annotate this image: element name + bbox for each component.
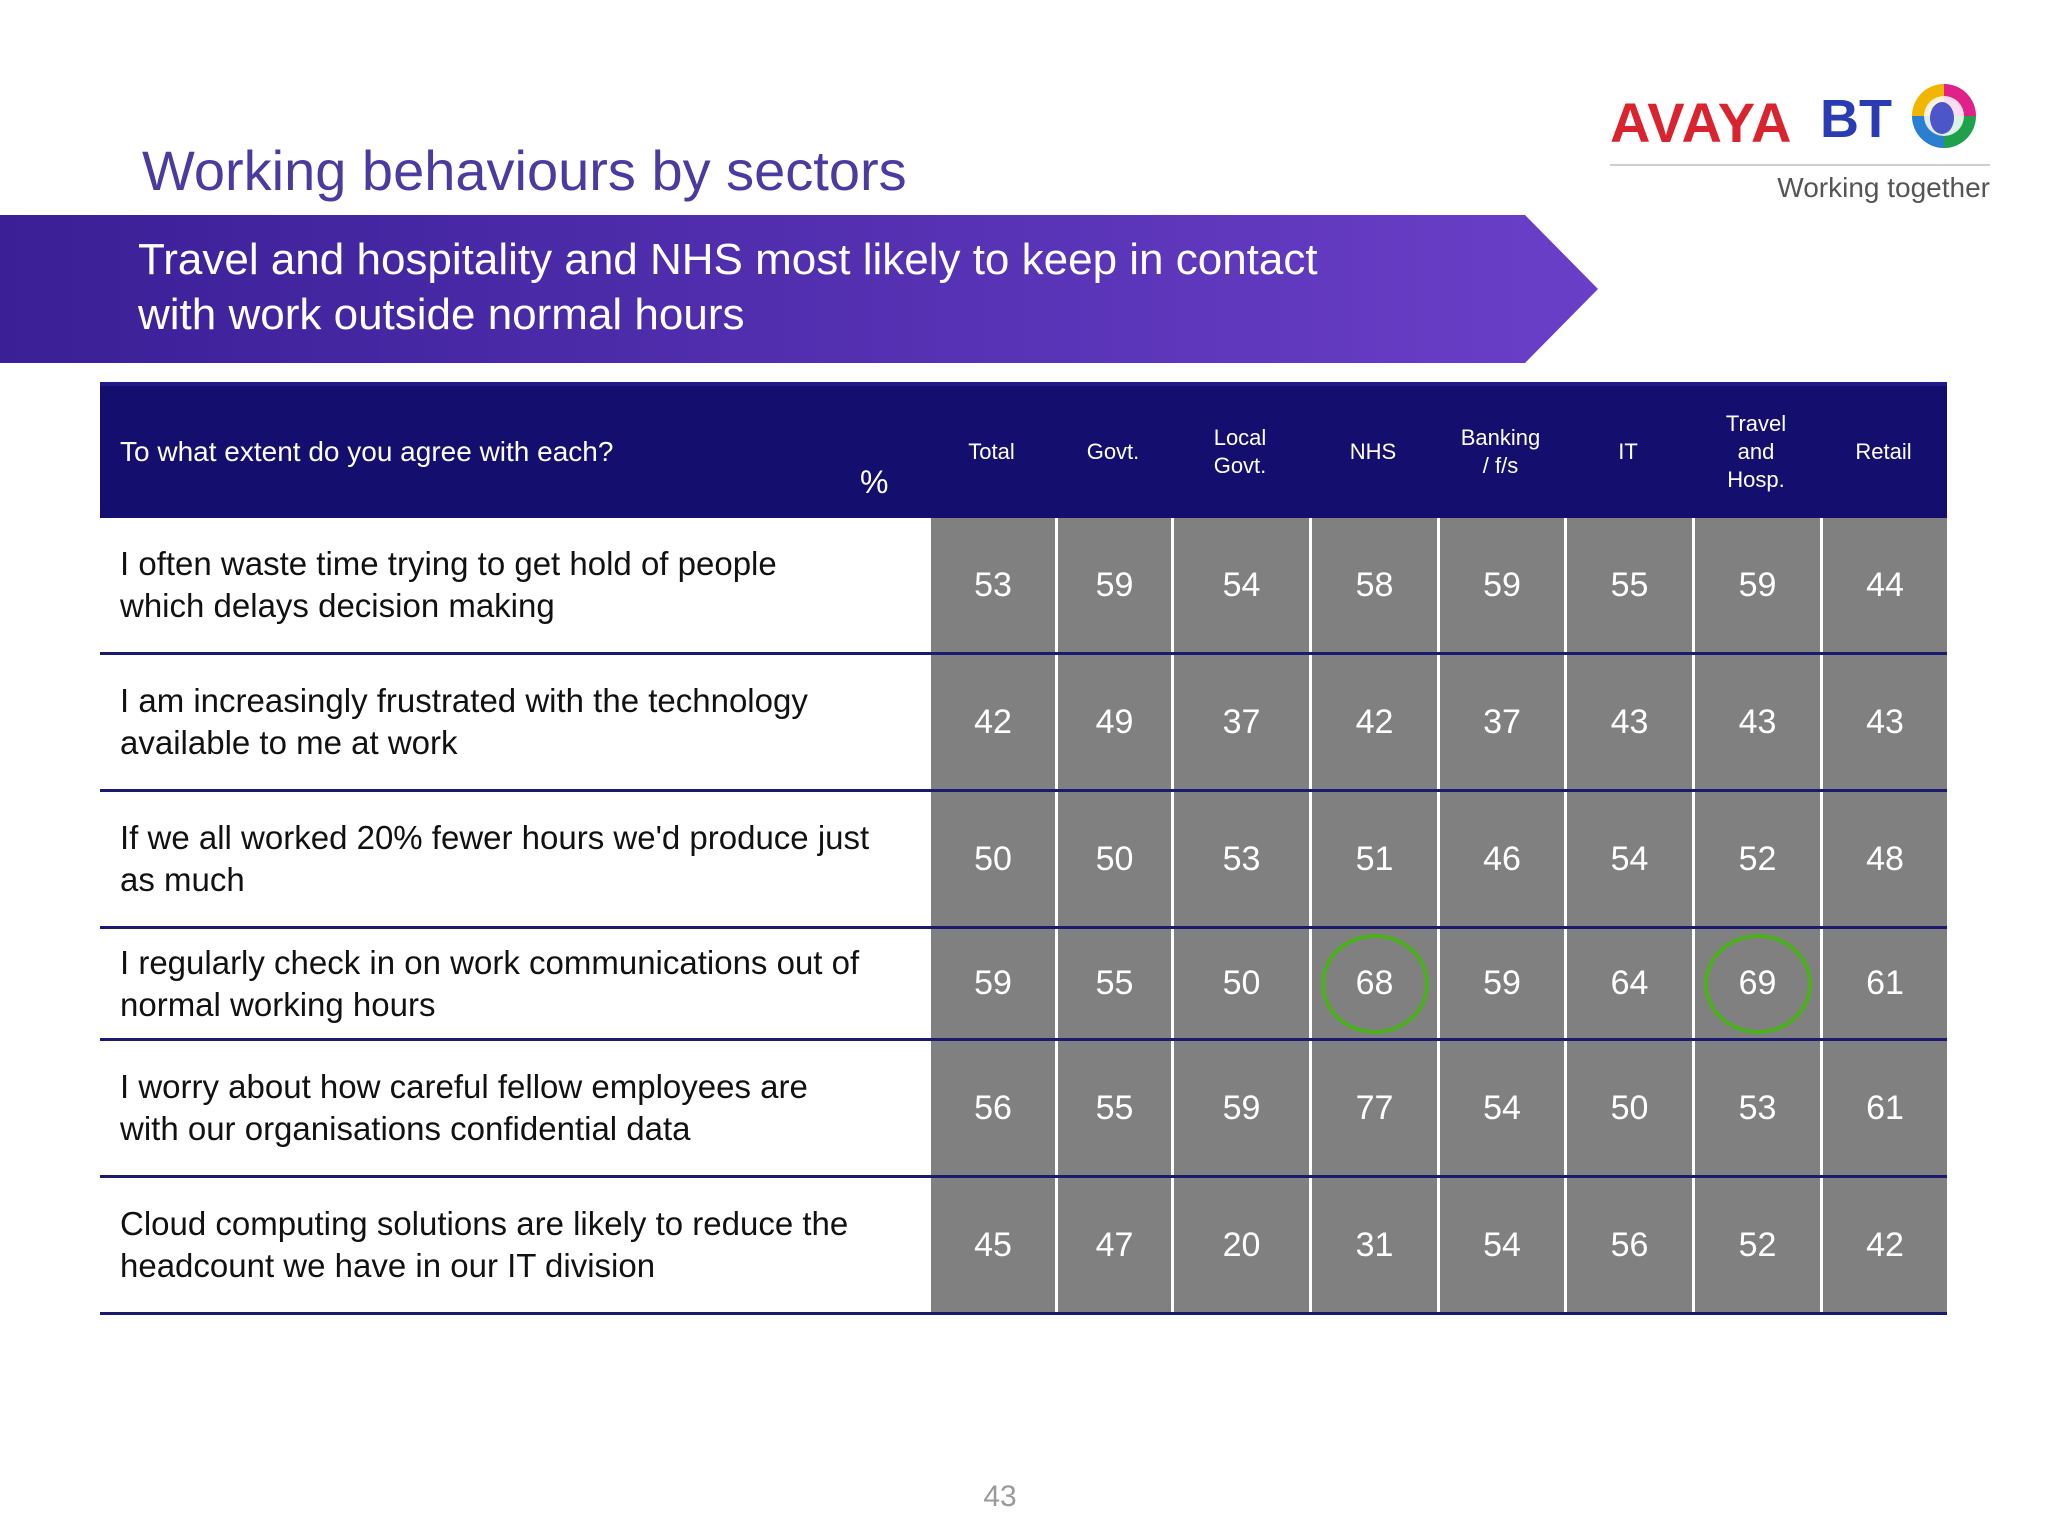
results-table	[100, 382, 1947, 1315]
headline-line-1: Travel and hospitality and NHS most likely to keep in contact	[138, 235, 1318, 284]
column-header-line: IT	[1618, 439, 1638, 464]
value-cell	[1171, 655, 1309, 789]
table-header	[100, 382, 1947, 518]
column-header-line: Banking	[1460, 425, 1541, 450]
column-header	[1820, 386, 1947, 518]
value-cell	[1692, 1178, 1820, 1312]
value-label: 59	[1483, 964, 1521, 1002]
value-cell	[1055, 1178, 1171, 1312]
row-label	[100, 929, 928, 1038]
value-label: 77	[1355, 1088, 1394, 1127]
column-header	[1055, 386, 1171, 518]
value-cell	[1692, 929, 1820, 1038]
value-cell	[1309, 1178, 1437, 1312]
value-label: 59	[1095, 565, 1134, 604]
value-label: 45	[974, 1225, 1012, 1264]
tagline: Working together	[1777, 172, 1990, 203]
row-label-line: normal working hours	[120, 985, 436, 1023]
value-cell	[928, 929, 1055, 1038]
value-label: 52	[1738, 1225, 1777, 1264]
bt-globe-icon	[1898, 68, 1990, 160]
value-label: 55	[1610, 565, 1649, 604]
value-cell	[1437, 1178, 1564, 1312]
page-title: Working behaviours by sectors	[142, 139, 907, 202]
value-cell	[1692, 792, 1820, 926]
value-label: 59	[1483, 565, 1521, 604]
value-cell	[928, 518, 1055, 652]
value-cell	[1564, 655, 1692, 789]
row-label-line: headcount we have in our IT division	[120, 1247, 656, 1284]
value-label: 58	[1355, 565, 1394, 604]
bt-logo-text: BT	[1820, 89, 1892, 149]
value-label: 56	[974, 1088, 1012, 1127]
value-label: 54	[1222, 565, 1261, 604]
value-cell	[1309, 929, 1437, 1038]
value-label: 53	[1738, 1088, 1777, 1127]
headline-text	[138, 232, 1488, 342]
question-label: To what extent do you agree with each?	[120, 436, 614, 467]
row-label	[100, 1041, 928, 1175]
row-label-line: Cloud computing solutions are likely to reduce the	[120, 1205, 849, 1242]
column-header-line: and	[1737, 439, 1775, 464]
value-cell	[1564, 518, 1692, 652]
value-cell	[1820, 1178, 1947, 1312]
headline-line-2: with work outside normal hours	[138, 290, 745, 339]
table-row	[100, 1178, 1947, 1315]
value-cell	[1055, 518, 1171, 652]
highlight-circle	[1704, 934, 1812, 1034]
table-row	[100, 792, 1947, 929]
table-row	[100, 655, 1947, 792]
row-label-line: I often waste time trying to get hold of people	[120, 545, 777, 582]
table-row	[100, 518, 1947, 655]
value-label: 50	[1095, 839, 1134, 878]
value-label: 42	[1866, 1225, 1904, 1264]
value-cell	[1820, 929, 1947, 1038]
row-label-line: I am increasingly frustrated with the technology	[120, 682, 808, 719]
value-label: 50	[1222, 964, 1261, 1002]
value-cell	[1820, 1041, 1947, 1175]
value-label: 48	[1866, 839, 1904, 878]
value-cell	[1692, 518, 1820, 652]
value-label: 55	[1095, 1088, 1134, 1127]
value-cell	[1692, 655, 1820, 789]
column-header	[1692, 386, 1820, 518]
row-label-line: with our organisations confidential data	[120, 1110, 691, 1147]
row-label	[100, 655, 928, 789]
value-label: 64	[1610, 964, 1649, 1002]
row-label-line: I worry about how careful fellow employees are	[120, 1068, 808, 1105]
value-label: 52	[1738, 839, 1777, 878]
value-cell	[1437, 792, 1564, 926]
value-label: 59	[1222, 1088, 1261, 1127]
value-cell	[1564, 1178, 1692, 1312]
value-cell	[928, 655, 1055, 789]
value-label: 20	[1222, 1225, 1261, 1264]
brand-logos	[1610, 60, 1990, 210]
value-cell	[928, 792, 1055, 926]
value-label: 59	[974, 964, 1012, 1002]
value-label: 53	[1222, 839, 1261, 878]
value-label: 69	[1738, 964, 1777, 1002]
value-label: 49	[1095, 702, 1134, 741]
column-header-line: / f/s	[1482, 453, 1519, 478]
value-label: 56	[1610, 1225, 1649, 1264]
table-body	[100, 518, 1947, 1315]
row-label-line: available to me at work	[120, 724, 458, 761]
value-label: 68	[1355, 964, 1394, 1002]
value-label: 61	[1866, 1088, 1904, 1127]
value-label: 42	[974, 702, 1012, 741]
value-cell	[1055, 1041, 1171, 1175]
value-label: 54	[1483, 1088, 1521, 1127]
value-cell	[1437, 655, 1564, 789]
value-label: 44	[1866, 565, 1904, 604]
highlight-circle	[1321, 934, 1429, 1034]
value-cell	[1055, 655, 1171, 789]
column-header-line: Govt.	[1213, 453, 1267, 478]
row-label-line: If we all worked 20% fewer hours we'd produce just	[120, 819, 870, 856]
column-header-line: Retail	[1855, 439, 1912, 464]
column-header	[1437, 386, 1564, 518]
value-label: 51	[1355, 839, 1394, 878]
column-header	[928, 386, 1055, 518]
column-header-line: Local	[1213, 425, 1267, 450]
value-cell	[1820, 792, 1947, 926]
row-label-line: which delays decision making	[120, 587, 555, 624]
table-row	[100, 929, 1947, 1041]
value-cell	[1564, 929, 1692, 1038]
value-label: 37	[1483, 702, 1521, 741]
unit-label: %	[860, 464, 889, 500]
value-label: 61	[1866, 964, 1904, 1002]
value-cell	[1309, 792, 1437, 926]
column-header	[1564, 386, 1692, 518]
value-cell	[1309, 1041, 1437, 1175]
page-number: 43	[983, 1480, 1017, 1513]
row-label	[100, 518, 928, 652]
row-label-line: as much	[120, 861, 245, 898]
table-row	[100, 1041, 1947, 1178]
logo-divider	[1610, 164, 1990, 166]
value-cell	[1437, 1041, 1564, 1175]
row-label	[100, 792, 928, 926]
column-header-line: Total	[968, 439, 1015, 464]
value-cell	[1820, 655, 1947, 789]
value-cell	[1171, 792, 1309, 926]
value-cell	[1171, 1041, 1309, 1175]
value-cell	[1309, 518, 1437, 652]
avaya-logo: AVAYA	[1610, 91, 1793, 154]
column-header-line: Govt.	[1086, 439, 1140, 464]
value-label: 50	[1610, 1088, 1649, 1127]
value-label: 54	[1610, 839, 1649, 878]
value-cell	[1055, 929, 1171, 1038]
value-cell	[1820, 518, 1947, 652]
value-cell	[1564, 1041, 1692, 1175]
value-cell	[928, 1041, 1055, 1175]
value-label: 59	[1738, 565, 1777, 604]
value-cell	[928, 1178, 1055, 1312]
row-label-line: I regularly check in on work communications out of	[120, 943, 860, 981]
value-label: 43	[1610, 702, 1649, 741]
value-cell	[1309, 655, 1437, 789]
column-header	[1309, 386, 1437, 518]
value-cell	[1437, 518, 1564, 652]
value-label: 31	[1355, 1225, 1394, 1264]
value-label: 46	[1483, 839, 1521, 878]
value-label: 43	[1738, 702, 1777, 741]
column-header-line: NHS	[1349, 439, 1397, 464]
row-label	[100, 1178, 928, 1312]
value-cell	[1171, 929, 1309, 1038]
value-cell	[1055, 792, 1171, 926]
value-cell	[1171, 1178, 1309, 1312]
column-header-line: Hosp.	[1727, 467, 1785, 492]
value-cell	[1692, 1041, 1820, 1175]
value-label: 43	[1866, 702, 1904, 741]
value-label: 54	[1483, 1225, 1521, 1264]
value-label: 42	[1355, 702, 1394, 741]
value-label: 53	[974, 565, 1012, 604]
value-label: 50	[974, 839, 1012, 878]
value-label: 55	[1095, 964, 1134, 1002]
column-header	[1171, 386, 1309, 518]
column-header-line: Travel	[1725, 411, 1787, 436]
column-headers	[928, 386, 1947, 518]
value-cell	[1564, 792, 1692, 926]
value-label: 47	[1095, 1225, 1134, 1264]
value-label: 37	[1222, 702, 1261, 741]
value-cell	[1171, 518, 1309, 652]
value-cell	[1437, 929, 1564, 1038]
